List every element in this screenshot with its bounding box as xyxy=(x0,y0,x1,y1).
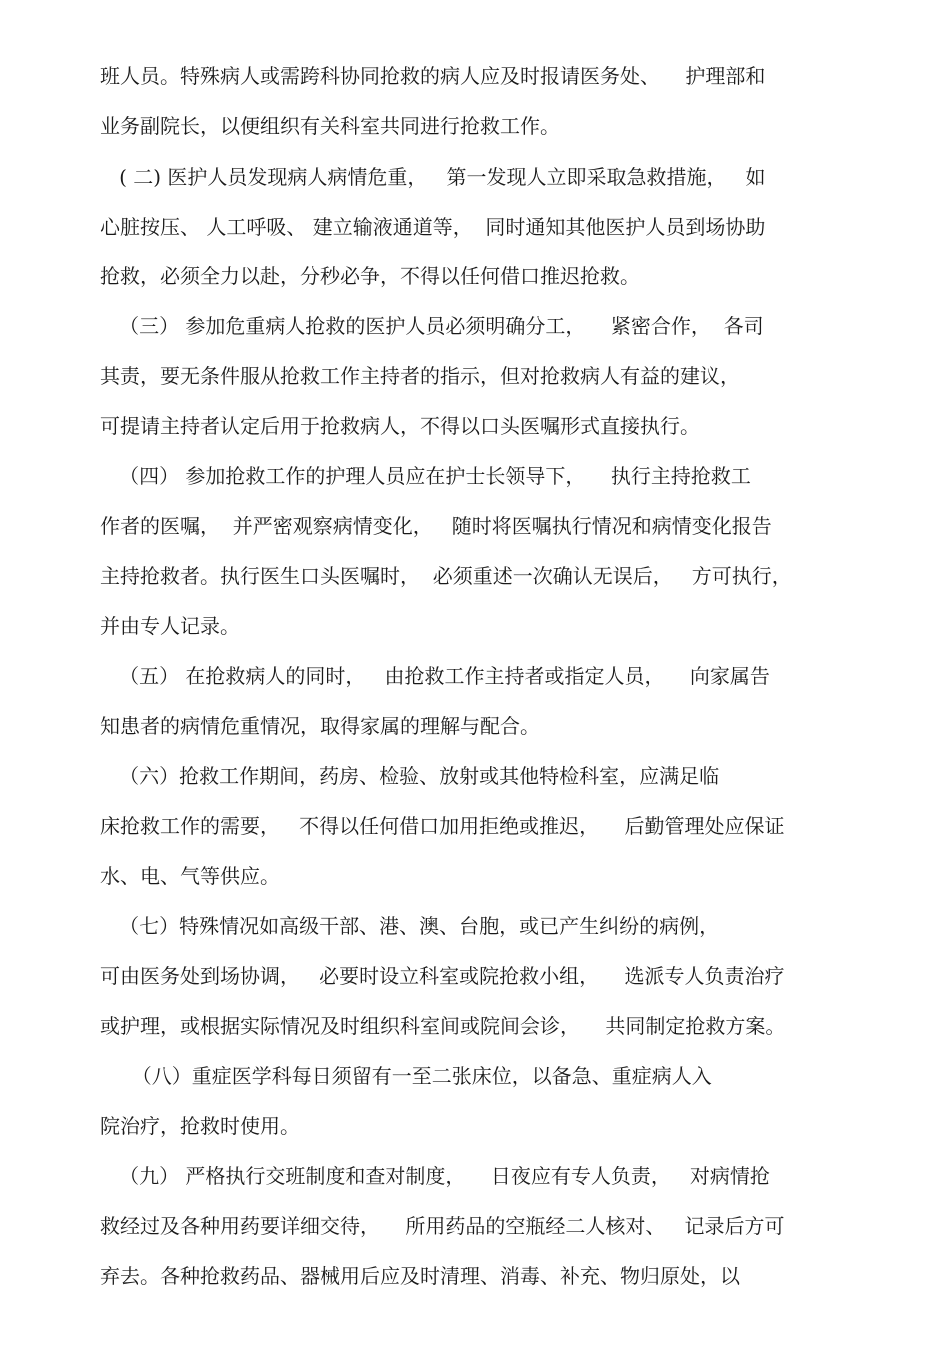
text-line: 主持抢救者。执行医生口头医嘱时， 必须重述一次确认无误后， 方可执行， xyxy=(100,564,792,588)
text-line: 业务副院长，以便组织有关科室共同进行抢救工作。 xyxy=(100,114,560,138)
text-line: 水、电、气等供应。 xyxy=(100,864,280,888)
text-line: （三） 参加危重病人抢救的医护人员必须明确分工， 紧密合作， 各司 xyxy=(100,314,764,338)
text-line: （六）抢救工作期间，药房、检验、放射或其他特检科室，应满足临 xyxy=(100,764,720,788)
text-line: （七）特殊情况如高级干部、港、澳、台胞，或已产生纠纷的病例， xyxy=(100,914,720,938)
text-line: （四） 参加抢救工作的护理人员应在护士长领导下， 执行主持抢救工 xyxy=(100,464,751,488)
text-line: 救经过及各种用药要详细交待， 所用药品的空瓶经二人核对、 记录后方可 xyxy=(100,1214,785,1238)
text-line: 知患者的病情危重情况，取得家属的理解与配合。 xyxy=(100,714,540,738)
text-line: 床抢救工作的需要， 不得以任何借口加用拒绝或推迟， 后勤管理处应保证 xyxy=(100,814,785,838)
text-line: 院治疗，抢救时使用。 xyxy=(100,1114,300,1138)
text-line: 或护理，或根据实际情况及时组织科室间或院间会诊， 共同制定抢救方案。 xyxy=(100,1014,786,1038)
text-line: 心脏按压、 人工呼吸、 建立输液通道等， 同时通知其他医护人员到场协助 xyxy=(100,215,766,239)
text-line: 班人员。特殊病人或需跨科协同抢救的病人应及时报请医务处、 护理部和 xyxy=(100,64,766,88)
text-line: （九） 严格执行交班制度和查对制度， 日夜应有专人负责， 对病情抢 xyxy=(100,1164,770,1188)
text-line: 可由医务处到场协调， 必要时设立科室或院抢救小组， 选派专人负责治疗 xyxy=(100,964,785,988)
text-line: 其责，要无条件服从抢救工作主持者的指示，但对抢救病人有益的建议， xyxy=(100,364,740,388)
text-line: （五） 在抢救病人的同时， 由抢救工作主持者或指定人员， 向家属告 xyxy=(100,664,770,688)
text-line: 并由专人记录。 xyxy=(100,614,240,638)
text-line: 抢救，必须全力以赴，分秒必争，不得以任何借口推迟抢救。 xyxy=(100,264,640,288)
text-line: ( 二) 医护人员发现病人病情危重， 第一发现人立即采取急救措施， 如 xyxy=(100,165,766,189)
text-line: 弃去。各种抢救药品、器械用后应及时清理、消毒、补充、物归原处，以 xyxy=(100,1264,740,1288)
text-line: 作者的医嘱， 并严密观察病情变化， 随时将医嘱执行情况和病情变化报告 xyxy=(100,514,772,538)
text-line: （八）重症医学科每日须留有一至二张床位，以备急、重症病人入 xyxy=(100,1064,712,1088)
text-line: 可提请主持者认定后用于抢救病人，不得以口头医嘱形式直接执行。 xyxy=(100,414,700,438)
